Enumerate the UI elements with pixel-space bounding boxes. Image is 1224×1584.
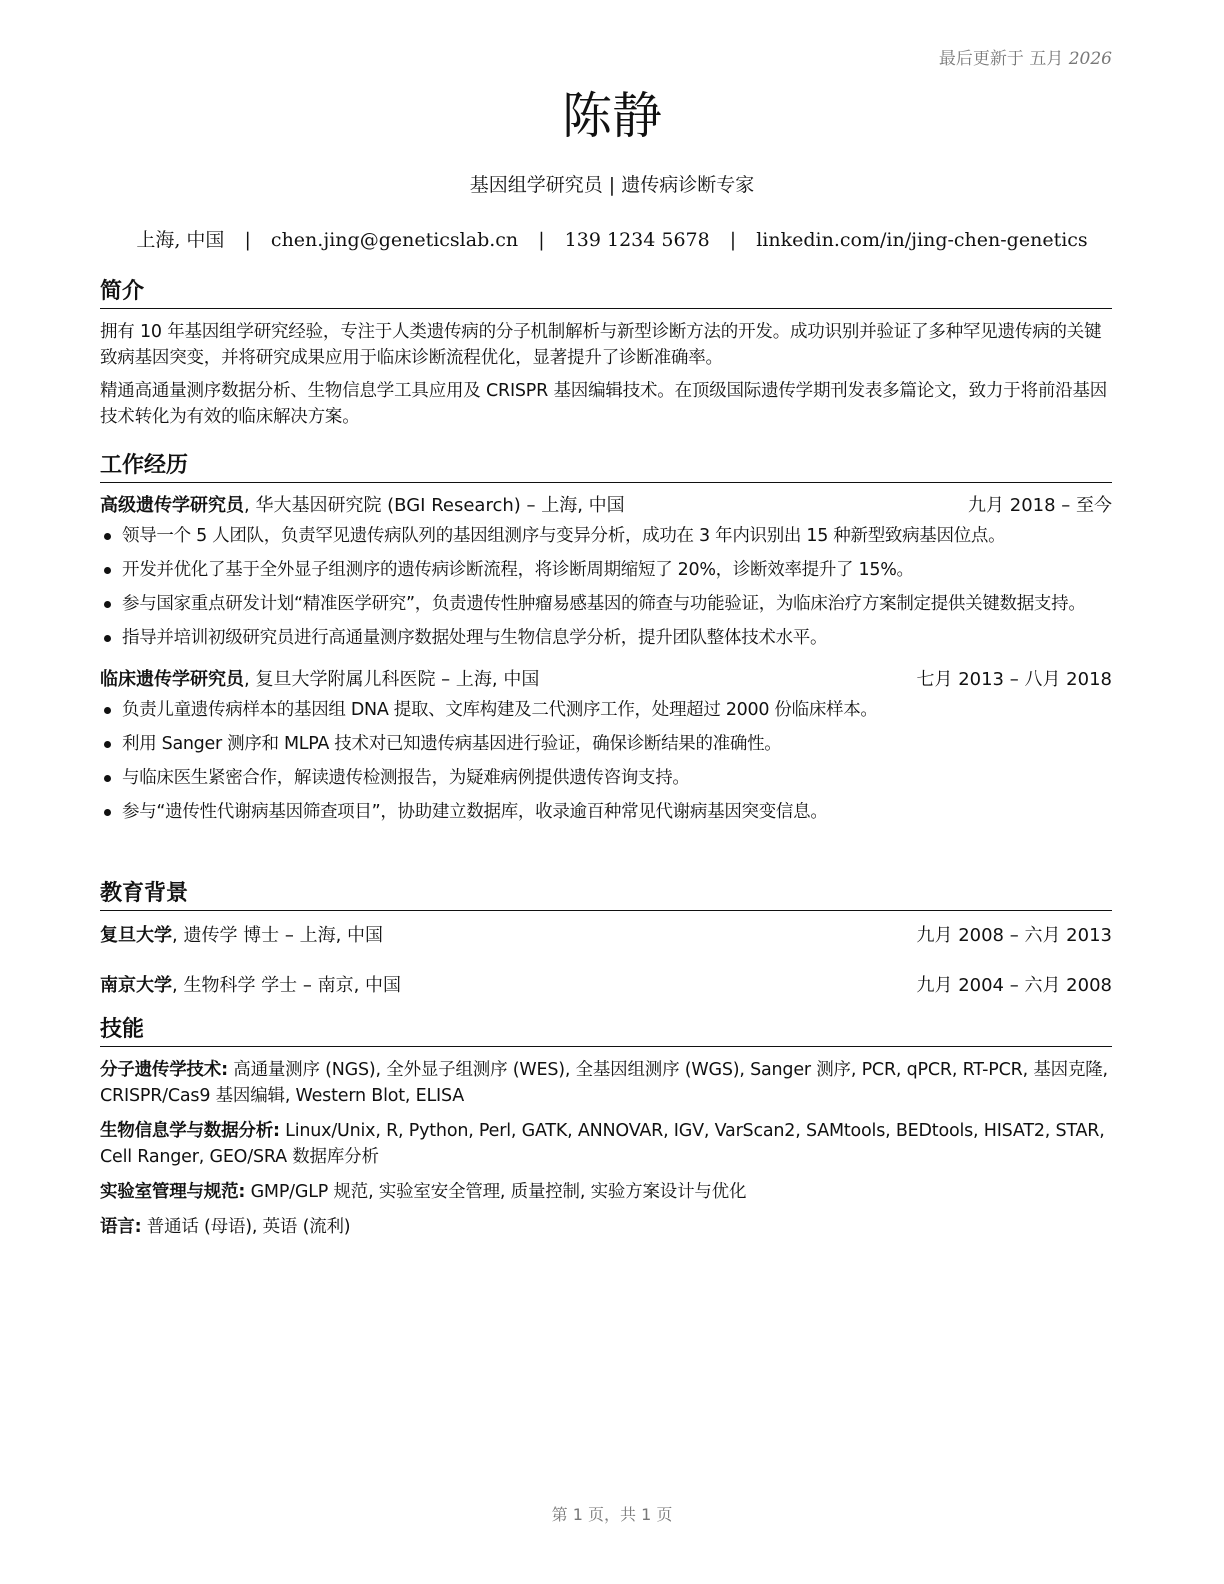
skill-label: 分子遗传学技术: [100,1060,228,1080]
contact-phone: 139 1234 5678 [564,229,710,251]
experience-org: , 复旦大学附属儿科医院 – 上海, 中国 [244,669,540,690]
experience-bullet: 领导一个 5 人团队，负责罕见遗传病队列的基因组测序与变异分析，成功在 3 年内识别出 15 种新型致病基因位点。 [100,523,1112,549]
experience-role-org [100,667,539,693]
experience-bullets [100,523,1112,651]
summary-section [100,278,1112,437]
skills-title: 技能 [100,1016,1112,1047]
contact-email-link[interactable]: chen.jing@geneticslab.cn [270,229,519,251]
education-section [100,880,1112,999]
education-detail: , 遗传学 博士 – 上海, 中国 [172,925,384,946]
experience-bullet: 与临床医生紧密合作，解读遗传检测报告，为疑难病例提供遗传咨询支持。 [100,765,1112,791]
last-updated-year: 2026 [1068,49,1112,69]
education-school-detail [100,923,383,949]
experience-date: 七月 2013 – 八月 2018 [916,669,1112,690]
skill-row [100,1214,1112,1240]
skill-label: 实验室管理与规范: [100,1182,246,1202]
contact-location: 上海, 中国 [136,229,225,251]
experience-role: 高级遗传学研究员 [100,495,244,516]
education-school-detail [100,973,401,999]
experience-bullet: 负责儿童遗传病样本的基因组 DNA 提取、文库构建及二代测序工作，处理超过 2000 份临床样本。 [100,697,1112,723]
contact-line [0,225,1224,252]
contact-separator: | [244,229,251,251]
contact-separator: | [729,229,737,251]
skill-value: Linux/Unix, R, Python, Perl, GATK, ANNOVAR, IGV, VarScan2, SAMtools, BEDtools, HISAT2, STAR, Cell Ranger, GEO/SRA 数据库分析 [100,1121,1105,1167]
headline: 基因组学研究员 | 遗传病诊断专家 [469,174,755,196]
education-entry [100,923,1112,949]
education-entry [100,973,1112,999]
education-detail: , 生物科学 学士 – 南京, 中国 [172,975,402,996]
experience-entry-header [100,493,1112,519]
page-number: 第 1 页，共 1 页 [551,1505,673,1524]
skill-label: 生物信息学与数据分析: [100,1121,280,1141]
experience-bullet: 利用 Sanger 测序和 MLPA 技术对已知遗传病基因进行验证，确保诊断结果的准确性。 [100,731,1112,757]
candidate-name: 陈静 [562,87,662,145]
education-date: 九月 2008 – 六月 2013 [916,925,1112,946]
skills-section [100,1016,1112,1249]
summary-title: 简介 [100,278,1112,309]
education-school: 复旦大学 [100,925,172,946]
skill-row [100,1118,1112,1170]
skill-value: 高通量测序 (NGS), 全外显子组测序 (WES), 全基因组测序 (WGS), Sanger 测序, PCR, qPCR, RT-PCR, 基因克隆, CRISPR/Cas9 基因编辑, Western Blot, ELISA [100,1060,1108,1106]
skill-value: GMP/GLP 规范, 实验室安全管理, 质量控制, 实验方案设计与优化 [245,1182,747,1202]
experience-bullet: 参与国家重点研发计划“精准医学研究”，负责遗传性肿瘤易感基因的筛查与功能验证，为临床治疗方案制定提供关键数据支持。 [100,591,1112,617]
experience-role: 临床遗传学研究员 [100,669,244,690]
education-date: 九月 2004 – 六月 2008 [916,975,1112,996]
experience-entry-header [100,667,1112,693]
education-school: 南京大学 [100,975,172,996]
skill-row [100,1057,1112,1109]
contact-linkedin-link[interactable]: linkedin.com/in/jing-chen-genetics [756,229,1088,251]
experience-section [100,452,1112,833]
experience-bullet: 开发并优化了基于全外显子组测序的遗传病诊断流程，将诊断周期缩短了 20%，诊断效率提升了 15%。 [100,557,1112,583]
skill-label: 语言: [100,1217,142,1237]
last-updated [939,44,1112,69]
experience-date: 九月 2018 – 至今 [968,495,1112,516]
experience-bullets [100,697,1112,825]
experience-role-org [100,493,625,519]
summary-paragraph: 精通高通量测序数据分析、生物信息学工具应用及 CRISPR 基因编辑技术。在顶级国际遗传学期刊发表多篇论文，致力于将前沿基因技术转化为有效的临床解决方案。 [100,381,1108,427]
summary-paragraph: 拥有 10 年基因组学研究经验，专注于人类遗传病的分子机制解析与新型诊断方法的开发。成功识别并验证了多种罕见遗传病的关键致病基因突变，并将研究成果应用于临床诊断流程优化，显著提升了诊断准确率。 [100,322,1102,368]
experience-entry [100,493,1112,651]
skill-value: 普通话 (母语), 英语 (流利) [141,1217,351,1237]
experience-bullet: 指导并培训初级研究员进行高通量测序数据处理与生物信息学分析，提升团队整体技术水平。 [100,625,1112,651]
experience-entry [100,667,1112,825]
experience-org: , 华大基因研究院 (BGI Research) – 上海, 中国 [244,495,625,516]
contact-separator: | [538,229,545,251]
education-title: 教育背景 [100,880,1112,911]
last-updated-prefix: 最后更新于 五月 [938,49,1064,69]
skill-row [100,1179,1112,1205]
experience-title: 工作经历 [100,452,1112,483]
experience-bullet: 参与“遗传性代谢病基因筛查项目”，协助建立数据库，收录逾百种常见代谢病基因突变信息。 [100,799,1112,825]
